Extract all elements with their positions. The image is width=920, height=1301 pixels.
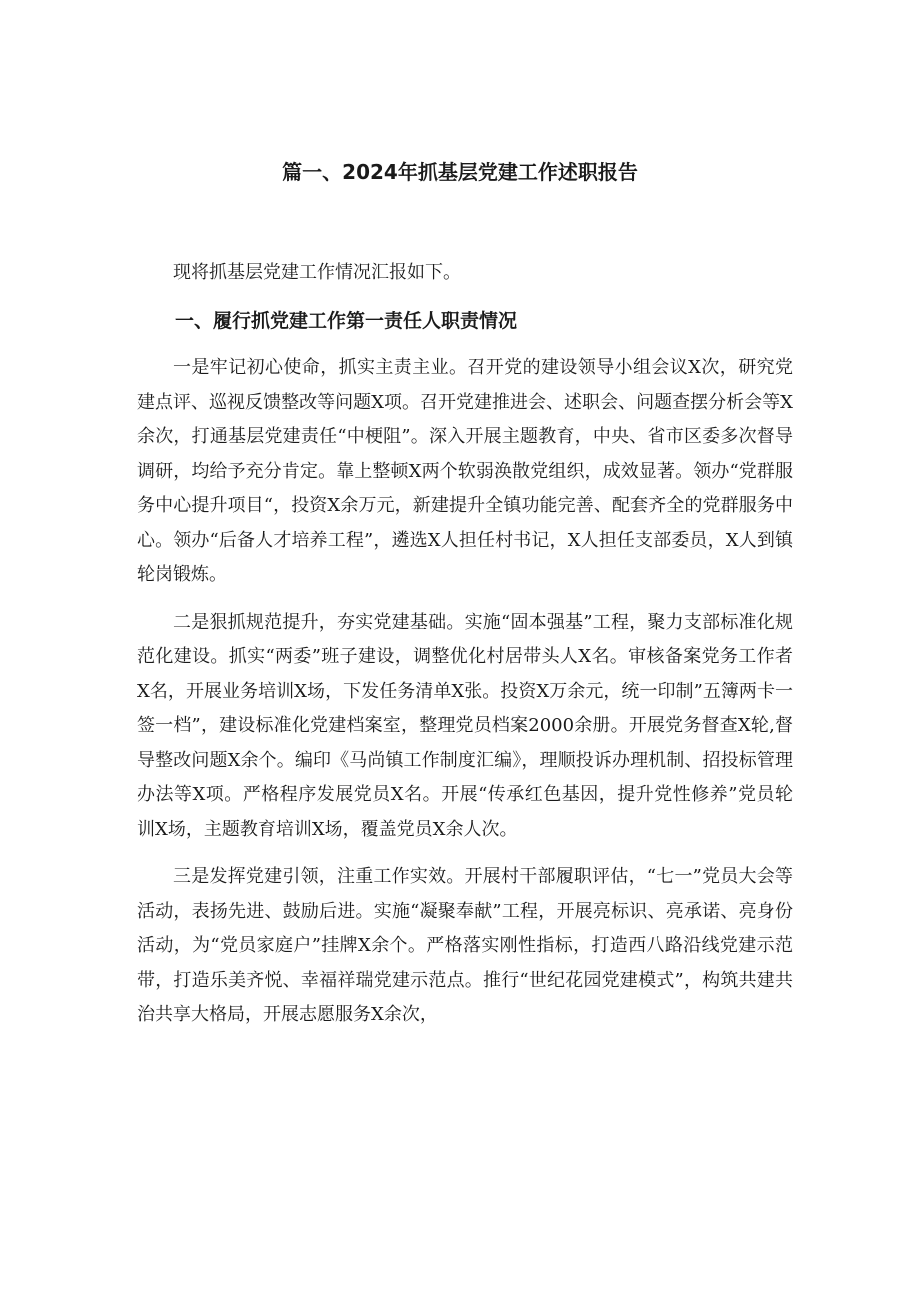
- intro-paragraph: 现将抓基层党建工作情况汇报如下。: [173, 262, 461, 283]
- paragraph-3: 三是发挥党建引领，注重工作实效。开展村干部履职评估，“七一”党员大会等活动，表扬先进、鼓励后进。实施“凝聚奉献”工程，开展亮标识、亮承诺、亮身份活动，为“党员家庭户”挂牌X余个。严格落实刚性指标，打造西八路沿线党建示范带，打造乐美齐悦、幸福祥瑞党建示范点。推行“世纪花园党建模式”，构筑共建共治共享大格局，开展志愿服务X余次，: [137, 866, 793, 1025]
- section-heading: 一、履行抓党建工作第一责任人职责情况: [175, 309, 518, 332]
- paragraph-2: 二是狠抓规范提升，夯实党建基础。实施“固本强基”工程，聚力支部标准化规范化建设。抓实“两委”班子建设，调整优化村居带头人X名。审核备案党务工作者X名，开展业务培训X场，下发任务清单X张。投资X万余元，统一印制”五簿两卡一签一档”，建设标准化党建档案室，整理党员档案2000余册。开展党务督查X轮,督导整改问题X余个。编印《马尚镇工作制度汇编》，理顺投诉办理机制、招投标管理办法等X项。严格程序发展党员X名。开展“传承红色基因，提升党性修养”党员轮训X场，主题教育培训X场，覆盖党员X余人次。: [137, 611, 793, 840]
- paragraph-1: 一是牢记初心使命，抓实主责主业。召开党的建设领导小组会议X次，研究党建点评、巡视反馈整改等问题X项。召开党建推进会、述职会、问题查摆分析会等X余次，打通基层党建责任“中梗阻”。深入开展主题教育，中央、省市区委多次督导调研，均给予充分肯定。靠上整顿X两个软弱涣散党组织，成效显著。领办“党群服务中心提升项目“，投资X余万元，新建提升全镇功能完善、配套齐全的党群服务中心。领办“后备人才培养工程”，遴选X人担任村书记，X人担任支部委员，X人到镇轮岗锻炼。: [137, 357, 793, 585]
- document-title: 篇一、2024年抓基层党建工作述职报告: [282, 160, 638, 184]
- document-body: [137, 256, 793, 1033]
